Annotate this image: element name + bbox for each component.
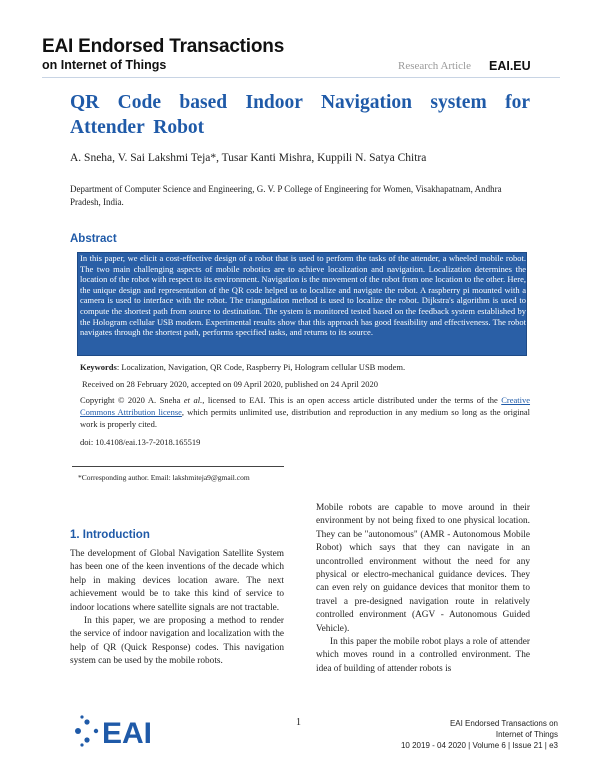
keywords-list: : Localization, Navigation, QR Code, Raspberry Pi, Hologram cellular USB modem. [116, 362, 406, 372]
paper-title-line2: Attender Robot [70, 117, 205, 138]
authors: A. Sneha, V. Sai Lakshmi Teja*, Tusar Kanti Mishra, Kuppili N. Satya Chitra [70, 152, 427, 164]
doi: doi: 10.4108/eai.13-7-2018.165519 [80, 437, 201, 447]
brand-label: EAI.EU [489, 59, 531, 73]
abstract-text: In this paper, we elicit a cost-effective design of a robot that is used to perform the tasks of the attender, a wheeled mobile robot. The two main challenging aspects of mobile robotics are to achieve localization and navigation. Localization determines the location of the robot with respect to its environment. Navigation is the movement of the robot from one location to the other. Here, the unique design and representation of the QR code helped us to localize and navigate the robot. A raspberry pi mounted with a camera is used to interface with the robot. The triangulation method is used to localize the robot. Dijkstra's algorithm is used to compute the shortest path from source to destination. The system is monitored tested based on the feedback system established by the Hologram cellular USB modem. Experimental results show that this approach has good feasibility and effectiveness. The robot navigates through the shortest path, performs specified tasks, and returns to its source. [80, 253, 526, 338]
page-number: 1 [296, 717, 301, 728]
left-column [70, 548, 284, 669]
article-type: Research Article [398, 60, 471, 72]
footer-journal-line1: EAI Endorsed Transactions on [449, 719, 558, 728]
header-divider [42, 77, 560, 78]
copyright-etal: et al. [183, 395, 203, 405]
affiliation: Department of Computer Science and Engineering, G. V. P College of Engineering for Women, Visakhapatnam, Andhra Pradesh, India. [70, 184, 502, 207]
paper-title [70, 90, 530, 140]
abstract-heading: Abstract [70, 233, 117, 245]
received-dates: Received on 28 February 2020, accepted on 09 April 2020, published on 24 April 2020 [82, 379, 379, 389]
footer-issue-info: 10 2019 - 04 2020 | Volume 6 | Issue 21 | e3 [400, 741, 558, 750]
copyright-notice [80, 394, 530, 430]
keywords-label: Keywords [80, 362, 117, 372]
right-column [316, 502, 530, 676]
license-link[interactable]: Creative Commons Attribution license [80, 395, 531, 417]
copyright-pre: Copyright © 2020 A. Sneha [80, 395, 184, 405]
paragraph: In this paper, we are proposing a method to render the service of indoor navigation and localization with the help of QR (Quick Response) codes. This navigation system can be used by the mobile robots. [70, 616, 284, 667]
copyright-mid: , licensed to EAI. This is an open access article distributed under the terms of the [202, 395, 502, 405]
keywords [80, 362, 530, 372]
paragraph: The development of Global Navigation Satellite System has been one of the keen inventions of the decade which help in making devices location aware. The next achievement would be to take this kind of service to indoor locations where satellite signals are not tractable. [70, 549, 284, 613]
journal-subtitle: on Internet of Things [42, 58, 167, 72]
journal-title: EAI Endorsed Transactions [42, 36, 285, 57]
footnote-divider [72, 466, 284, 467]
paragraph: Mobile robots are capable to move around in their environment by not being fixed to one physical location. They can be "autonomous" (AMR - Autonomous Mobile Robot) which says that they can navigate in an uncontrolled environment without the need for any physical or electro-mechanical guidance devices. They can even rely on guidance devices that monitor them to travel a pre-designed navigation route in relatively controlled environment (AGV - Autonomous Guided Vehicle). [316, 503, 530, 634]
paper-title-line1: QR Code based Indoor Navigation system for [70, 92, 530, 113]
copyright-post: , which permits unlimited use, distribution and reproduction in any medium so long as the original work is properly cited. [80, 407, 530, 429]
eai-logo-mark [75, 715, 98, 746]
paragraph: In this paper the mobile robot plays a role of attender which moves round in a controlled environment. The idea of building of attender robots is [316, 637, 530, 674]
eai-logo [72, 714, 160, 748]
eai-logo-text: EAI [102, 717, 153, 748]
section-heading-introduction: 1. Introduction [70, 529, 150, 541]
corresponding-author-footnote: *Corresponding author. Email: lakshmiteja9@gmail.com [78, 473, 250, 482]
footer-journal-line2: Internet of Things [495, 730, 558, 739]
